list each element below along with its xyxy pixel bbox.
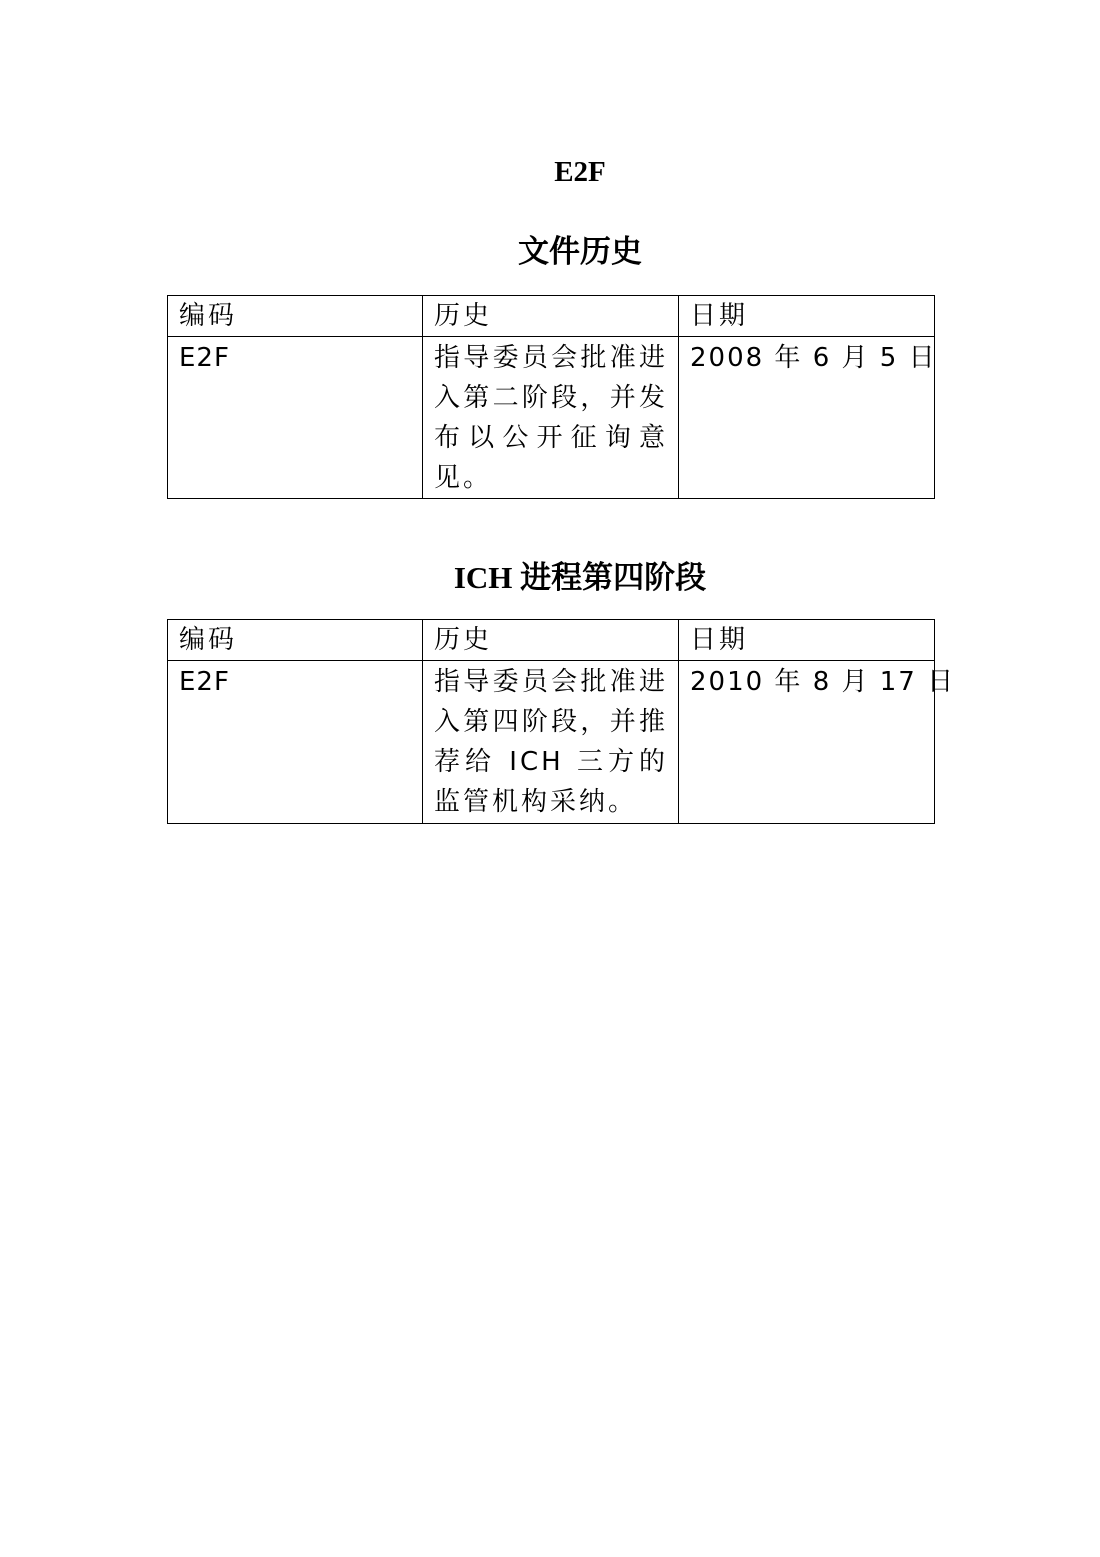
header-date: 日期 bbox=[679, 620, 935, 661]
header-history: 历史 bbox=[423, 620, 679, 661]
ich-stage4-table bbox=[167, 619, 956, 824]
ich-stage4-heading: ICH 进程第四阶段 bbox=[453, 560, 707, 595]
header-code: 编码 bbox=[168, 296, 423, 337]
document-code-title: E2F bbox=[554, 156, 606, 188]
table-header-row bbox=[168, 620, 935, 661]
document-history-heading: 文件历史 bbox=[518, 234, 642, 269]
table-header-row bbox=[168, 296, 935, 337]
cell-history: 指导委员会批准进入第四阶段，并推荐给 ICH 三方的监管机构采纳。 bbox=[423, 661, 679, 824]
table-row bbox=[168, 661, 935, 824]
cell-history: 指导委员会批准进入第二阶段，并发布以公开征询意见。 bbox=[423, 337, 679, 499]
header-code: 编码 bbox=[168, 620, 423, 661]
header-date: 日期 bbox=[679, 296, 935, 337]
cell-code: E2F bbox=[168, 337, 423, 499]
cell-date: 2008 年 6 月 5 日 bbox=[679, 337, 935, 499]
document-history-table bbox=[167, 295, 935, 499]
cell-date: 2010 年 8 月 17 日 bbox=[679, 661, 935, 824]
header-history: 历史 bbox=[423, 296, 679, 337]
table-row bbox=[168, 337, 935, 499]
cell-code: E2F bbox=[168, 661, 423, 824]
